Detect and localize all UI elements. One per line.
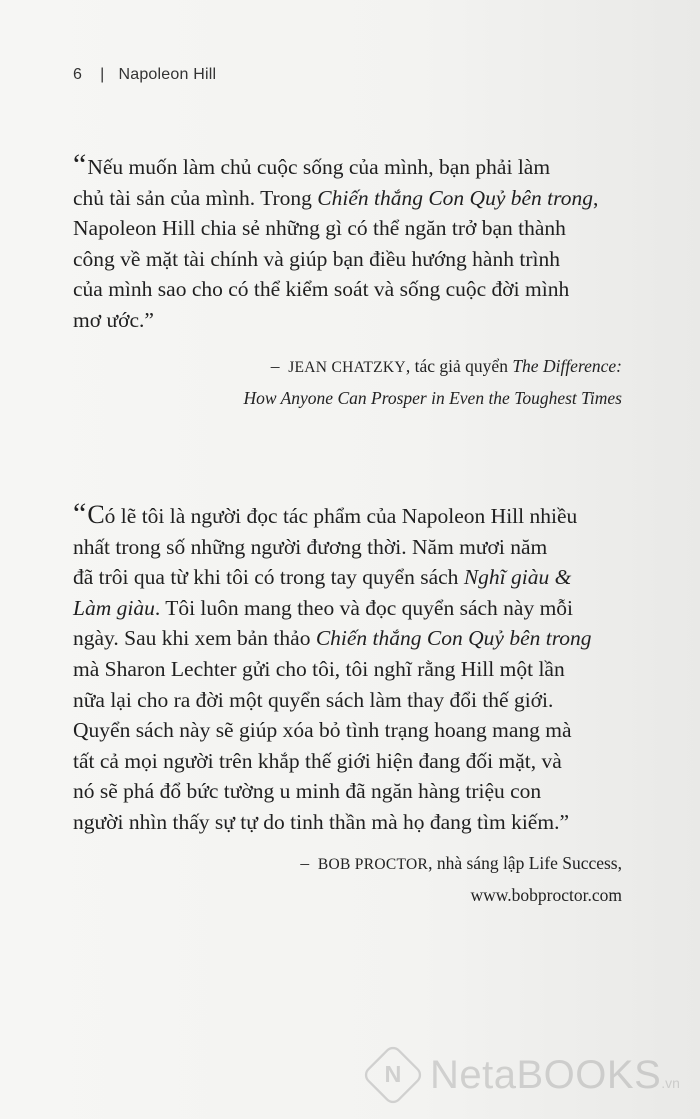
attribution-role: , nhà sáng lập Life Success,	[428, 853, 622, 873]
attribution-book-subtitle: How Anyone Can Prosper in Even the Toughest Times	[243, 388, 622, 408]
quote-line: ngày. Sau khi xem bản thảo Chiến thắng Con Quỷ bên trong	[73, 626, 592, 651]
book-title: Nghĩ giàu &	[463, 565, 572, 590]
page-number: 6	[73, 66, 83, 83]
quote-line: đã trôi qua từ khi tôi có trong tay quyển sách Nghĩ giàu &	[73, 565, 572, 590]
attribution-chatzky	[243, 351, 622, 413]
quote-line: nhất trong số những người đương thời. Năm mươi năm	[73, 534, 548, 559]
attribution-dash: –	[300, 853, 310, 873]
attribution-proctor	[300, 848, 622, 910]
attribution-dash: –	[270, 356, 280, 376]
attribution-name: BOB PROCTOR	[317, 856, 429, 873]
book-title: Chiến thắng Con Quỷ bên trong	[317, 185, 593, 210]
netabooks-logo-icon: N	[361, 1043, 425, 1107]
quote-line: của mình sao cho có thể kiểm soát và sống cuộc đời mình	[73, 277, 570, 302]
quote-line: mơ ước.”	[73, 307, 154, 332]
book-title: Làm giàu	[73, 595, 155, 620]
open-quote-mark: “	[73, 148, 87, 181]
quote-line: nữa lại cho ra đời một quyển sách làm thay đổi thế giới.	[73, 687, 554, 712]
attribution-name: JEAN CHATZKY	[288, 359, 406, 376]
open-quote-mark: “	[73, 497, 87, 530]
watermark-brand: NetaBOOKS	[430, 1052, 662, 1097]
quote-line: “Nếu muốn làm chủ cuộc sống của mình, bạn phải làm	[73, 148, 551, 181]
quote-line: Napoleon Hill chia sẻ những gì có thể ngăn trở bạn thành	[73, 216, 566, 241]
watermark-suffix: .vn	[661, 1074, 680, 1091]
quote-line: nó sẽ phá đổ bức tường u minh đã ngăn hàng triệu con	[73, 779, 542, 804]
drop-letter: C	[87, 500, 105, 529]
quote-line: Quyển sách này sẽ giúp xóa bỏ tình trạng hoang mang mà	[73, 718, 572, 743]
quote-line: mà Sharon Lechter gửi cho tôi, tôi nghĩ rằng Hill một lần	[73, 656, 565, 681]
attribution-book-title: The Difference:	[512, 356, 622, 376]
quote-proctor	[73, 497, 633, 838]
running-head	[73, 66, 216, 84]
header-separator: |	[100, 66, 105, 83]
quote-chatzky	[73, 148, 633, 336]
quote-line: “Có lẽ tôi là người đọc tác phẩm của Napoleon Hill nhiều	[73, 497, 578, 530]
attribution-website: www.bobproctor.com	[470, 885, 622, 905]
quote-line: Làm giàu. Tôi luôn mang theo và đọc quyển sách này mỗi	[73, 595, 574, 620]
quote-line: công về mặt tài chính và giúp bạn điều hướng hành trình	[73, 246, 560, 271]
running-head-author: Napoleon Hill	[118, 66, 217, 83]
quote-line: tất cả mọi người trên khắp thế giới hiện đang đối mặt, và	[73, 748, 562, 773]
netabooks-watermark	[364, 1042, 694, 1108]
book-title: Chiến thắng Con Quỷ bên trong	[315, 626, 592, 651]
attribution-role: , tác giả quyển	[405, 356, 513, 376]
quote-line: người nhìn thấy sự tự do tinh thần mà họ đang tìm kiếm.”	[73, 809, 569, 834]
quote-line: chủ tài sản của mình. Trong Chiến thắng Con Quỷ bên trong,	[73, 185, 599, 210]
